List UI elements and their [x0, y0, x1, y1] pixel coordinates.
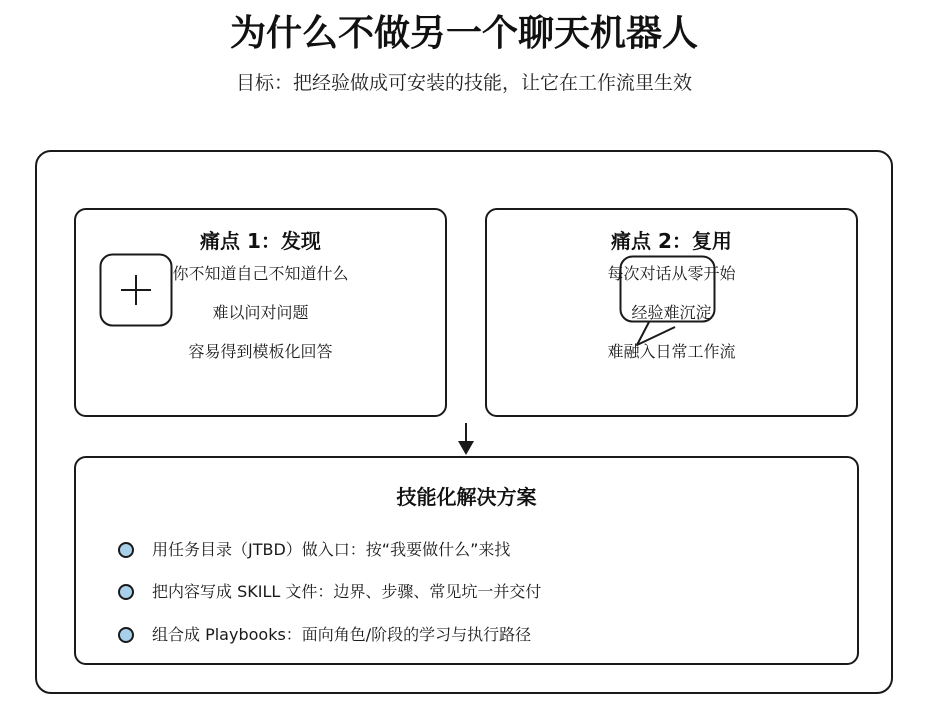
pain-point-line: 你不知道自己不知道什么	[172, 264, 349, 283]
solution-item-text: 组合成 Playbooks：面向角色/阶段的学习与执行路径	[152, 625, 532, 644]
pain-point-line: 经验难沉淀	[631, 303, 712, 322]
pain-point-title: 痛点 2：复用	[611, 229, 732, 253]
plus-icon	[99, 253, 173, 327]
solution-title: 技能化解决方案	[396, 485, 537, 509]
solution-card	[74, 456, 859, 665]
solution-item	[118, 580, 541, 604]
solution-item	[118, 623, 531, 647]
bullet-dot-icon	[118, 542, 134, 558]
page-subtitle: 目标：把经验做成可安装的技能，让它在工作流里生效	[235, 72, 692, 94]
pain-point-line: 容易得到模板化回答	[188, 342, 333, 361]
pain-point-title: 痛点 1：发现	[200, 229, 321, 253]
solution-item-text: 用任务目录（JTBD）做入口：按“我要做什么”来找	[152, 540, 511, 559]
page-title: 为什么不做另一个聊天机器人	[229, 13, 698, 54]
bullet-dot-icon	[118, 627, 134, 643]
solution-item-text: 把内容写成 SKILL 文件：边界、步骤、常见坑一并交付	[152, 582, 542, 601]
pain-point-line: 难融入日常工作流	[607, 342, 736, 361]
solution-item	[118, 538, 510, 562]
pain-point-line: 每次对话从零开始	[607, 264, 736, 283]
arrow-down-icon	[454, 421, 478, 457]
bullet-dot-icon	[118, 584, 134, 600]
chat-bubble-icon	[619, 255, 719, 355]
pain-point-line: 难以问对问题	[212, 303, 309, 322]
